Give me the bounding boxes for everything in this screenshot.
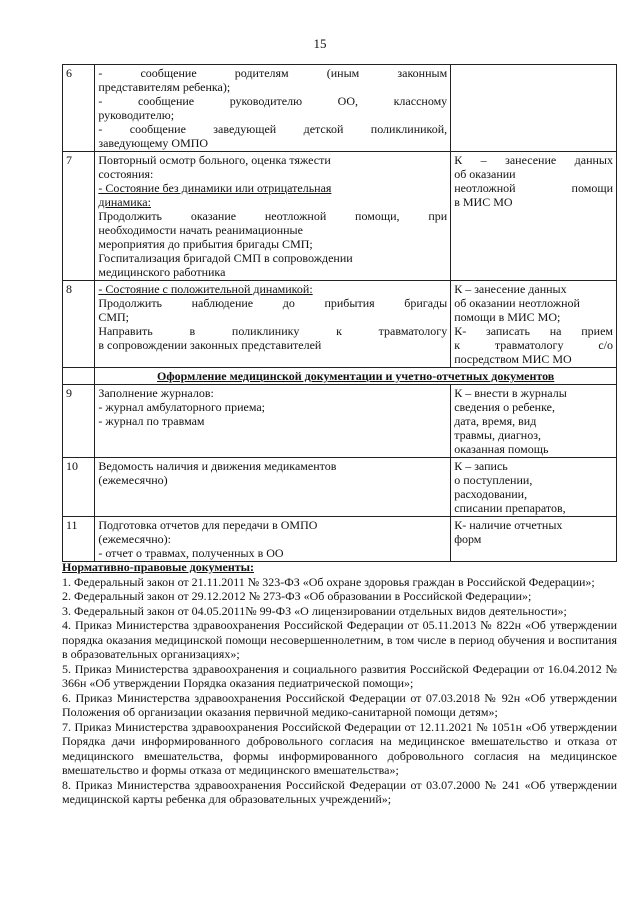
action-line: Повторный осмотр больного, оценка тяжести (98, 153, 331, 167)
action-line: (ежемесячно): (98, 532, 171, 546)
control-line: об оказании (454, 167, 516, 181)
reference-item: 7. Приказ Министерства здравоохранения Российской Федерации от 12.11.2021 № 1051н «Об утверждении Порядка дачи информированного добровольного согласия на медицинское вмешательство и отказа от медицинского вмешательства, формы информированного добровольного согласия на медицинское вмешательство и формы отказа от медицинского вмешательства»; (62, 719, 617, 777)
control-cell (451, 152, 617, 281)
action-line: необходимости начать реанимационные (98, 223, 303, 237)
row-number: 8 (63, 281, 95, 368)
action-line: динамика: (98, 195, 151, 209)
action-line: - журнал по травмам (98, 414, 205, 428)
control-line: в МИС МО (454, 195, 513, 209)
action-cell (95, 152, 451, 281)
action-line: СМП; (98, 310, 130, 324)
reference-item: 6. Приказ Министерства здравоохранения Российской Федерации от 07.03.2018 № 92н «Об утверждении Положения об организации оказания первичной медико-санитарной помощи детям»; (62, 690, 617, 719)
action-line: в сопровождении законных представителей (98, 338, 322, 352)
action-line: - отчет о травмах, полученных в ОО (98, 546, 284, 560)
control-line: травмы, диагноз, (454, 428, 541, 442)
action-line: Госпитализация бригадой СМП в сопровождении (98, 251, 353, 265)
control-line: К- записать на прием (454, 324, 613, 338)
protocol-table-body-2 (63, 385, 617, 562)
action-cell (95, 281, 451, 368)
control-cell (451, 458, 617, 517)
row-number: 7 (63, 152, 95, 281)
control-line: дата, время, вид (454, 414, 537, 428)
action-line: Заполнение журналов: (98, 386, 214, 400)
control-line: К – внести в журналы (454, 386, 567, 400)
control-cell (451, 65, 617, 152)
row-number: 9 (63, 385, 95, 458)
control-cell (451, 517, 617, 562)
table-row (63, 281, 617, 368)
references-list (62, 575, 617, 807)
control-line: К- наличие отчетных (454, 518, 563, 532)
control-line: К – запись (454, 459, 508, 473)
action-line: - Состояние с положительной динамикой: (98, 282, 313, 296)
control-line: посредством МИС МО (454, 352, 572, 366)
control-line: списании препаратов, (454, 501, 566, 515)
control-line: к травматологу с/о (454, 338, 613, 352)
control-line: К – занесение данных (454, 153, 613, 167)
reference-item: 4. Приказ Министерства здравоохранения Российской Федерации от 05.11.2013 № 822н «Об утверждении порядка оказания медицинской помощи несовершеннолетним, в том числе в период обучения и воспитания в образовательных организациях»; (62, 618, 617, 661)
control-line: К – занесение данных (454, 282, 567, 296)
table-row (63, 458, 617, 517)
protocol-table-body (63, 65, 617, 368)
section-row (63, 368, 617, 385)
action-line: - журнал амбулаторного приема; (98, 400, 265, 414)
action-line: - Состояние без динамики или отрицательная (98, 181, 332, 195)
control-line: форм (454, 532, 482, 546)
control-line: о поступлении, (454, 473, 533, 487)
control-cell (451, 385, 617, 458)
reference-item: 3. Федеральный закон от 04.05.2011№ 99-ФЗ «О лицензировании отдельных видов деятельности»; (62, 603, 567, 618)
table-row (63, 65, 617, 152)
section-row-group (63, 368, 617, 385)
action-line: мероприятия до прибытия бригады СМП; (98, 237, 313, 251)
action-line: заведующему ОМПО (98, 136, 209, 150)
section-num-cell (63, 368, 95, 385)
action-line: - сообщение родителям (иным законным (98, 66, 448, 80)
protocol-table (62, 64, 617, 562)
references-title: Нормативно-правовые документы: (62, 560, 254, 574)
action-cell (95, 458, 451, 517)
action-line: Направить в поликлинику к травматологу (98, 324, 448, 338)
control-line: неотложной помощи (454, 181, 613, 195)
control-line: сведения о ребенке, (454, 400, 555, 414)
section-title: Оформление медицинской документации и учетно-отчетных документов (95, 368, 617, 385)
action-cell (95, 385, 451, 458)
control-cell (451, 281, 617, 368)
action-line: - сообщение руководителю ОО, классному (98, 94, 448, 108)
control-line: оказанная помощь (454, 442, 549, 456)
control-line: об оказании неотложной (454, 296, 580, 310)
action-line: Ведомость наличия и движения медикаментов (98, 459, 337, 473)
action-cell (95, 517, 451, 562)
row-number: 11 (63, 517, 95, 562)
reference-item: 1. Федеральный закон от 21.11.2011 № 323-ФЗ «Об охране здоровья граждан в Российской Федерации»; (62, 574, 595, 589)
action-line: состояния: (98, 167, 154, 181)
control-line: расходовании, (454, 487, 528, 501)
action-line: руководителю; (98, 108, 175, 122)
table-row (63, 385, 617, 458)
action-line: Продолжить наблюдение до прибытия бригады (98, 296, 448, 310)
table-row (63, 152, 617, 281)
row-number: 6 (63, 65, 95, 152)
row-number: 10 (63, 458, 95, 517)
reference-item: 8. Приказ Министерства здравоохранения Российской Федерации от 03.07.2000 № 241 «Об утверждении медицинской карты ребенка для образовательных учреждений»; (62, 777, 617, 806)
action-line: (ежемесячно) (98, 473, 168, 487)
action-line: Подготовка отчетов для передачи в ОМПО (98, 518, 318, 532)
action-line: медицинского работника (98, 265, 226, 279)
page-number: 15 (313, 36, 327, 51)
reference-item: 2. Федеральный закон от 29.12.2012 № 273-ФЗ «Об образовании в Российской Федерации»; (62, 589, 532, 603)
reference-item: 5. Приказ Министерства здравоохранения и социального развития Российской Федерации от 16.04.2012 № 366н «Об утверждении Порядка оказания педиатрической помощи»; (62, 661, 617, 690)
control-line: помощи в МИС МО; (454, 310, 561, 324)
action-line: представителям ребенка); (98, 80, 231, 94)
action-cell (95, 65, 451, 152)
legal-references (62, 560, 617, 807)
action-line: Продолжить оказание неотложной помощи, при (98, 209, 448, 223)
table-row (63, 517, 617, 562)
action-line: - сообщение заведующей детской поликлиникой, (98, 122, 448, 136)
